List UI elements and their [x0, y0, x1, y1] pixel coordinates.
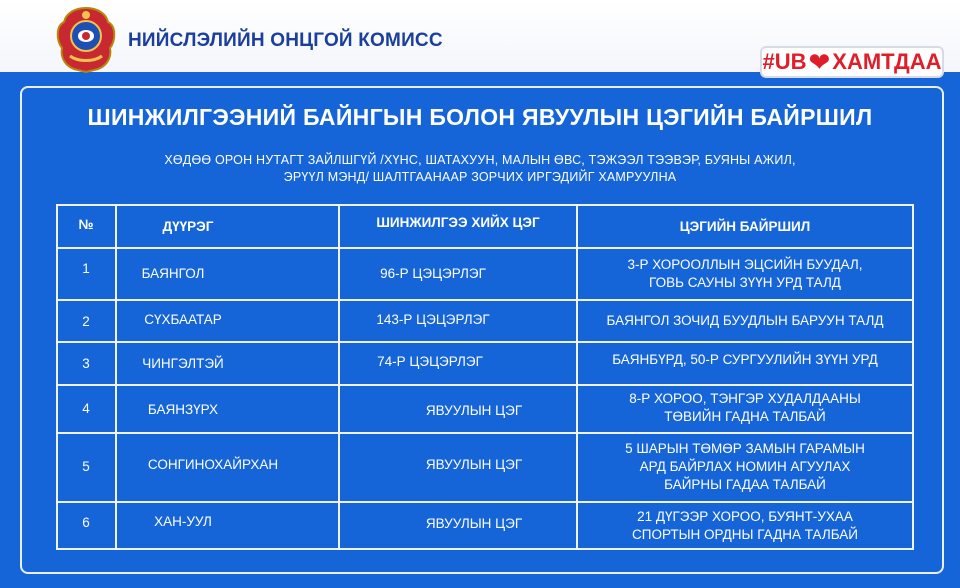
row-2-no: 2: [82, 314, 90, 329]
row-4-no: 4: [82, 401, 90, 416]
subtitle-line-1: ХӨДӨӨ ОРОН НУТАГТ ЗАЙЛШГҮЙ /ХҮНС, ШАТАХУУН, МАЛЫН ӨВС, ТЭЖЭЭЛ ТЭЭВЭР, БУЯНЫ АЖИЛ,: [164, 153, 796, 167]
row-divider: [56, 384, 914, 386]
row-1-location-line-2: ГОВЬ САУНЫ ЗҮҮН УРД ТАЛД: [649, 275, 841, 290]
row-5-location-line-3: БАЙРНЫ ГАДАА ТАЛБАЙ: [664, 477, 826, 492]
row-6-no: 6: [82, 515, 90, 530]
header-location: ЦЭГИЙН БАЙРШИЛ: [679, 219, 811, 234]
row-1-location-line-1: 3-Р ХОРООЛЛЫН ЭЦСИЙН БУУДАЛ,: [627, 257, 863, 272]
row-divider: [56, 247, 914, 249]
row-divider: [56, 501, 914, 503]
row-5-point: ЯВУУЛЫН ЦЭГ: [425, 457, 523, 472]
row-5-location-line-1: 5 ШАРЫН ТӨМӨР ЗАМЫН ГАРАМЫН: [625, 441, 865, 456]
page-title: ШИНЖИЛГЭЭНИЙ БАЙНГЫН БОЛОН ЯВУУЛЫН ЦЭГИЙН БАЙРШИЛ: [87, 104, 873, 130]
header-district: ДҮҮРЭГ: [162, 219, 214, 234]
row-6-location-line-2: СПОРТЫН ОРДНЫ ГАДНА ТАЛБАЙ: [632, 527, 858, 542]
row-2-point: 143-Р ЦЭЦЭРЛЭГ: [376, 312, 490, 327]
badge-suffix: ХАМТДАА: [832, 49, 942, 74]
row-2-district: СҮХБААТАР: [144, 312, 222, 327]
row-3-no: 3: [82, 356, 90, 371]
row-4-location-line-2: ТӨВИЙН ГАДНА ТАЛБАЙ: [664, 409, 826, 424]
row-divider: [56, 432, 914, 434]
header-no: №: [78, 217, 94, 232]
ub-hamtdaa-badge: [760, 46, 944, 78]
heart-icon: ❤: [808, 47, 831, 77]
row-6-point: ЯВУУЛЫН ЦЭГ: [425, 516, 523, 531]
row-5-district: СОНГИНОХАЙРХАН: [147, 457, 279, 472]
state-emblem-icon: [54, 6, 118, 74]
row-3-district: ЧИНГЭЛТЭЙ: [142, 356, 224, 371]
col-divider: [338, 204, 340, 550]
row-divider: [56, 341, 914, 343]
row-6-district: ХАН-УУЛ: [154, 514, 212, 529]
subtitle: [120, 152, 840, 186]
org-name: НИЙСЛЭЛИЙН ОНЦГОЙ КОМИСС: [128, 30, 443, 51]
row-3-location-line-1: БАЯНБҮРД, 50-Р СУРГУУЛИЙН ЗҮҮН УРД: [612, 352, 878, 367]
row-1-point: 96-Р ЦЭЦЭРЛЭГ: [380, 266, 486, 281]
row-5-no: 5: [82, 459, 90, 474]
row-2-location-line-1: БАЯНГОЛ ЗОЧИД БУУДЛЫН БАРУУН ТАЛД: [606, 313, 884, 328]
row-3-point: 74-Р ЦЭЦЭРЛЭГ: [377, 354, 483, 369]
row-4-location-line-1: 8-Р ХОРОО, ТЭНГЭР ХУДАЛДААНЫ: [629, 391, 861, 406]
row-divider: [56, 299, 914, 301]
row-6-location-line-1: 21 ДҮГЭЭР ХОРОО, БУЯНТ-УХАА: [637, 509, 853, 524]
col-divider: [115, 204, 117, 550]
header-test-point: ШИНЖИЛГЭЭ ХИЙХ ЦЭГ: [376, 215, 540, 230]
row-1-no: 1: [82, 261, 90, 276]
row-4-district: БАЯНЗҮРХ: [147, 402, 219, 417]
row-5-location-line-2: АРД БАЙРЛАХ НОМИН АГУУЛАХ: [639, 459, 851, 474]
subtitle-line-2: ЭРҮҮЛ МЭНД/ ШАЛТГААНААР ЗОРЧИХ ИРГЭДИЙГ ХАМРУУЛНА: [283, 170, 677, 184]
row-1-district: БАЯНГОЛ: [141, 266, 205, 281]
row-4-point: ЯВУУЛЫН ЦЭГ: [425, 403, 523, 418]
badge-prefix: #UB: [762, 49, 807, 74]
